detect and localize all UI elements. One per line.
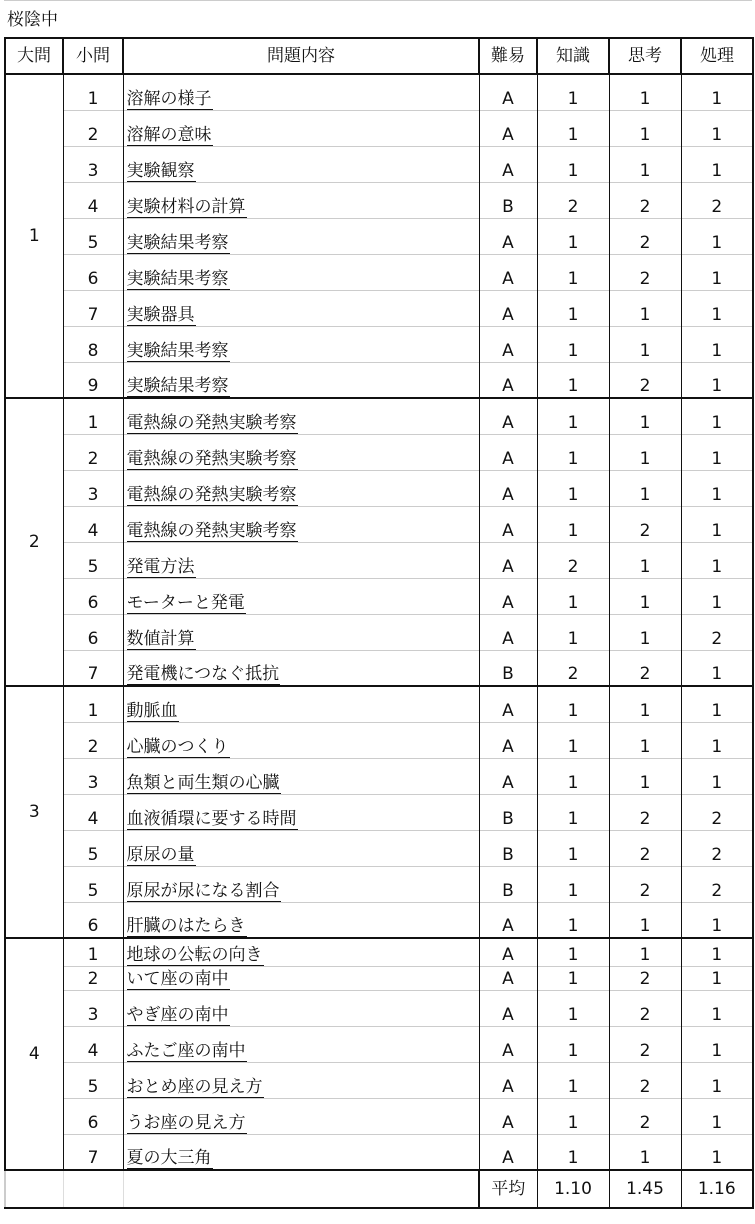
difficulty-cell: A [479, 902, 537, 938]
difficulty-cell: B [479, 650, 537, 686]
difficulty-cell: A [479, 362, 537, 398]
processing-cell: 1 [681, 1026, 753, 1062]
content-text: 発電方法 [126, 556, 195, 577]
content-cell [123, 182, 479, 218]
content-cell [123, 146, 479, 182]
shomon-cell: 4 [63, 182, 123, 218]
thinking-cell: 1 [609, 722, 681, 758]
question-analysis-table [4, 3, 754, 1209]
knowledge-cell: 1 [537, 614, 609, 650]
header-row [5, 38, 753, 74]
knowledge-cell: 1 [537, 722, 609, 758]
content-text: 実験結果考察 [126, 376, 229, 396]
thinking-cell: 2 [609, 990, 681, 1026]
thinking-cell: 1 [609, 326, 681, 362]
processing-cell: 1 [681, 650, 753, 686]
knowledge-cell: 1 [537, 1098, 609, 1134]
table-row [5, 398, 753, 434]
table-row [5, 506, 753, 542]
content-cell [123, 758, 479, 794]
processing-cell: 1 [681, 290, 753, 326]
shomon-cell: 4 [63, 794, 123, 830]
content-text: 肝臓のはたらき [126, 916, 246, 936]
table-row [5, 722, 753, 758]
thinking-cell: 1 [609, 938, 681, 966]
knowledge-cell: 1 [537, 146, 609, 182]
processing-cell: 1 [681, 722, 753, 758]
difficulty-cell: A [479, 686, 537, 722]
shomon-cell: 5 [63, 866, 123, 902]
content-cell [123, 990, 479, 1026]
table-row [5, 362, 753, 398]
processing-cell: 2 [681, 182, 753, 218]
shomon-cell: 1 [63, 398, 123, 434]
content-text: モーターと発電 [126, 592, 245, 613]
content-cell [123, 614, 479, 650]
table-row [5, 470, 753, 506]
header-thinking: 思考 [609, 38, 681, 74]
knowledge-cell: 1 [537, 966, 609, 990]
content-text: 地球の公転の向き [126, 944, 263, 965]
knowledge-cell: 1 [537, 830, 609, 866]
difficulty-cell: A [479, 614, 537, 650]
table-row [5, 578, 753, 614]
table-row [5, 182, 753, 218]
content-text: 実験器具 [126, 304, 195, 325]
content-text: ふたご座の南中 [126, 1040, 246, 1061]
content-cell [123, 290, 479, 326]
table-row [5, 866, 753, 902]
processing-cell: 1 [681, 74, 753, 110]
content-text: 溶解の様子 [126, 88, 212, 109]
thinking-cell: 2 [609, 506, 681, 542]
content-text: 動脈血 [126, 700, 178, 721]
processing-cell: 1 [681, 326, 753, 362]
knowledge-cell: 1 [537, 1134, 609, 1170]
table-row [5, 290, 753, 326]
processing-cell: 1 [681, 434, 753, 470]
shomon-cell: 3 [63, 146, 123, 182]
table-row [5, 254, 753, 290]
table-row [5, 74, 753, 110]
content-cell [123, 74, 479, 110]
table-row [5, 1098, 753, 1134]
knowledge-cell: 1 [537, 326, 609, 362]
thinking-cell: 2 [609, 830, 681, 866]
knowledge-cell: 1 [537, 1026, 609, 1062]
sheet-title: 桜陰中 [5, 3, 753, 38]
knowledge-cell: 1 [537, 758, 609, 794]
content-text: 心臓のつくり [126, 736, 229, 757]
table-row [5, 686, 753, 722]
content-cell [123, 1062, 479, 1098]
knowledge-cell: 1 [537, 938, 609, 966]
content-cell [123, 650, 479, 686]
difficulty-cell: A [479, 966, 537, 990]
difficulty-cell: A [479, 470, 537, 506]
header-knowledge: 知識 [537, 38, 609, 74]
difficulty-cell: A [479, 146, 537, 182]
daimon-cell: 1 [5, 74, 63, 398]
difficulty-cell: B [479, 794, 537, 830]
processing-cell: 1 [681, 686, 753, 722]
header-processing: 処理 [681, 38, 753, 74]
shomon-cell: 5 [63, 830, 123, 866]
content-text: うお座の見え方 [126, 1112, 246, 1133]
shomon-cell: 6 [63, 902, 123, 938]
processing-cell: 1 [681, 1098, 753, 1134]
processing-cell: 1 [681, 1062, 753, 1098]
shomon-cell: 6 [63, 614, 123, 650]
content-cell [123, 110, 479, 146]
shomon-cell: 1 [63, 938, 123, 966]
thinking-cell: 1 [609, 1134, 681, 1170]
shomon-cell: 2 [63, 722, 123, 758]
difficulty-cell: A [479, 506, 537, 542]
shomon-cell: 7 [63, 1134, 123, 1170]
thinking-cell: 2 [609, 254, 681, 290]
table-row [5, 990, 753, 1026]
knowledge-cell: 1 [537, 578, 609, 614]
difficulty-cell: A [479, 218, 537, 254]
empty-cell [123, 1170, 479, 1208]
average-row [5, 1170, 753, 1208]
thinking-cell: 1 [609, 542, 681, 578]
processing-cell: 1 [681, 578, 753, 614]
difficulty-cell: A [479, 1098, 537, 1134]
content-text: 実験結果考察 [126, 232, 229, 253]
daimon-cell: 4 [5, 938, 63, 1170]
knowledge-cell: 1 [537, 794, 609, 830]
daimon-cell: 2 [5, 398, 63, 686]
thinking-cell: 1 [609, 758, 681, 794]
content-cell [123, 578, 479, 614]
thinking-cell: 1 [609, 74, 681, 110]
table-row [5, 650, 753, 686]
content-cell [123, 1026, 479, 1062]
difficulty-cell: A [479, 1026, 537, 1062]
content-cell [123, 362, 479, 398]
knowledge-cell: 1 [537, 74, 609, 110]
knowledge-cell: 1 [537, 866, 609, 902]
thinking-cell: 1 [609, 614, 681, 650]
processing-cell: 1 [681, 362, 753, 398]
knowledge-cell: 1 [537, 290, 609, 326]
shomon-cell: 3 [63, 758, 123, 794]
content-text: 原尿の量 [126, 844, 195, 865]
table-row [5, 110, 753, 146]
content-cell [123, 470, 479, 506]
empty-cell [5, 1170, 63, 1208]
content-cell [123, 866, 479, 902]
content-cell [123, 398, 479, 434]
table-row [5, 542, 753, 578]
table-row [5, 1026, 753, 1062]
content-text: 血液循環に要する時間 [126, 808, 297, 829]
table-row [5, 966, 753, 990]
thinking-cell: 1 [609, 578, 681, 614]
shomon-cell: 6 [63, 1098, 123, 1134]
processing-cell: 1 [681, 470, 753, 506]
content-text: 実験結果考察 [126, 268, 229, 289]
shomon-cell: 8 [63, 326, 123, 362]
header-content: 問題内容 [123, 38, 479, 74]
difficulty-cell: A [479, 578, 537, 614]
knowledge-cell: 1 [537, 1062, 609, 1098]
content-text: 溶解の意味 [126, 124, 212, 145]
content-text: 電熱線の発熱実験考察 [126, 520, 297, 541]
thinking-cell: 2 [609, 182, 681, 218]
thinking-cell: 2 [609, 362, 681, 398]
difficulty-cell: A [479, 254, 537, 290]
processing-cell: 1 [681, 1134, 753, 1170]
content-cell [123, 254, 479, 290]
difficulty-cell: A [479, 1134, 537, 1170]
knowledge-cell: 1 [537, 902, 609, 938]
content-cell [123, 542, 479, 578]
shomon-cell: 3 [63, 990, 123, 1026]
knowledge-cell: 1 [537, 398, 609, 434]
thinking-cell: 2 [609, 1098, 681, 1134]
content-cell [123, 722, 479, 758]
processing-cell: 1 [681, 398, 753, 434]
difficulty-cell: A [479, 434, 537, 470]
content-text: いて座の南中 [126, 968, 229, 989]
shomon-cell: 6 [63, 578, 123, 614]
average-knowledge: 1.10 [537, 1170, 609, 1208]
table-row [5, 218, 753, 254]
table-row [5, 830, 753, 866]
knowledge-cell: 2 [537, 182, 609, 218]
thinking-cell: 1 [609, 902, 681, 938]
knowledge-cell: 1 [537, 110, 609, 146]
content-cell [123, 686, 479, 722]
knowledge-cell: 1 [537, 254, 609, 290]
thinking-cell: 1 [609, 398, 681, 434]
table-row [5, 1134, 753, 1170]
table-row [5, 902, 753, 938]
content-text: 実験材料の計算 [126, 196, 246, 217]
content-text: 夏の大三角 [126, 1148, 212, 1168]
knowledge-cell: 2 [537, 542, 609, 578]
knowledge-cell: 1 [537, 362, 609, 398]
thinking-cell: 1 [609, 146, 681, 182]
content-text: 数値計算 [126, 628, 195, 649]
thinking-cell: 1 [609, 290, 681, 326]
processing-cell: 1 [681, 506, 753, 542]
shomon-cell: 4 [63, 1026, 123, 1062]
processing-cell: 1 [681, 990, 753, 1026]
content-text: おとめ座の見え方 [126, 1076, 263, 1097]
content-text: 発電機につなぐ抵抗 [126, 664, 280, 684]
thinking-cell: 1 [609, 686, 681, 722]
processing-cell: 1 [681, 254, 753, 290]
processing-cell: 2 [681, 614, 753, 650]
knowledge-cell: 2 [537, 650, 609, 686]
processing-cell: 2 [681, 830, 753, 866]
table-row [5, 794, 753, 830]
content-cell [123, 1134, 479, 1170]
thinking-cell: 2 [609, 966, 681, 990]
daimon-cell: 3 [5, 686, 63, 938]
shomon-cell: 2 [63, 434, 123, 470]
table-row [5, 758, 753, 794]
average-label: 平均 [479, 1170, 537, 1208]
difficulty-cell: A [479, 110, 537, 146]
knowledge-cell: 1 [537, 434, 609, 470]
difficulty-cell: B [479, 182, 537, 218]
thinking-cell: 2 [609, 794, 681, 830]
difficulty-cell: A [479, 398, 537, 434]
average-thinking: 1.45 [609, 1170, 681, 1208]
difficulty-cell: A [479, 938, 537, 966]
content-text: 電熱線の発熱実験考察 [126, 484, 297, 505]
content-text: 魚類と両生類の心臓 [126, 772, 280, 793]
header-shomon: 小問 [63, 38, 123, 74]
shomon-cell: 4 [63, 506, 123, 542]
difficulty-cell: A [479, 1062, 537, 1098]
shomon-cell: 5 [63, 1062, 123, 1098]
content-text: やぎ座の南中 [126, 1004, 229, 1025]
empty-cell [63, 1170, 123, 1208]
header-daimon: 大問 [5, 38, 63, 74]
header-difficulty: 難易 [479, 38, 537, 74]
thinking-cell: 2 [609, 1026, 681, 1062]
table-row [5, 614, 753, 650]
knowledge-cell: 1 [537, 990, 609, 1026]
difficulty-cell: A [479, 758, 537, 794]
table-row [5, 434, 753, 470]
content-cell [123, 938, 479, 966]
processing-cell: 1 [681, 758, 753, 794]
difficulty-cell: A [479, 74, 537, 110]
difficulty-cell: A [479, 542, 537, 578]
content-text: 電熱線の発熱実験考察 [126, 448, 297, 469]
processing-cell: 1 [681, 542, 753, 578]
shomon-cell: 5 [63, 218, 123, 254]
content-cell [123, 434, 479, 470]
processing-cell: 1 [681, 966, 753, 990]
difficulty-cell: A [479, 290, 537, 326]
difficulty-cell: B [479, 866, 537, 902]
shomon-cell: 1 [63, 686, 123, 722]
shomon-cell: 3 [63, 470, 123, 506]
thinking-cell: 2 [609, 1062, 681, 1098]
thinking-cell: 1 [609, 110, 681, 146]
processing-cell: 1 [681, 110, 753, 146]
processing-cell: 1 [681, 146, 753, 182]
content-cell [123, 506, 479, 542]
processing-cell: 2 [681, 866, 753, 902]
difficulty-cell: A [479, 990, 537, 1026]
content-cell [123, 902, 479, 938]
content-cell [123, 830, 479, 866]
content-text: 原尿が尿になる割合 [126, 880, 280, 901]
shomon-cell: 2 [63, 110, 123, 146]
content-cell [123, 1098, 479, 1134]
difficulty-cell: A [479, 722, 537, 758]
difficulty-cell: B [479, 830, 537, 866]
table-row [5, 938, 753, 966]
table-row [5, 146, 753, 182]
knowledge-cell: 1 [537, 686, 609, 722]
content-cell [123, 326, 479, 362]
thinking-cell: 2 [609, 650, 681, 686]
average-processing: 1.16 [681, 1170, 753, 1208]
content-cell [123, 218, 479, 254]
thinking-cell: 1 [609, 434, 681, 470]
shomon-cell: 2 [63, 966, 123, 990]
content-cell [123, 966, 479, 990]
shomon-cell: 7 [63, 290, 123, 326]
processing-cell: 1 [681, 938, 753, 966]
shomon-cell: 9 [63, 362, 123, 398]
spreadsheet [4, 3, 754, 1209]
knowledge-cell: 1 [537, 506, 609, 542]
content-text: 実験結果考察 [126, 340, 229, 361]
thinking-cell: 2 [609, 218, 681, 254]
knowledge-cell: 1 [537, 470, 609, 506]
thinking-cell: 1 [609, 470, 681, 506]
processing-cell: 1 [681, 218, 753, 254]
processing-cell: 1 [681, 902, 753, 938]
shomon-cell: 6 [63, 254, 123, 290]
shomon-cell: 5 [63, 542, 123, 578]
processing-cell: 2 [681, 794, 753, 830]
thinking-cell: 2 [609, 866, 681, 902]
table-row [5, 326, 753, 362]
content-text: 実験観察 [126, 160, 195, 181]
shomon-cell: 1 [63, 74, 123, 110]
knowledge-cell: 1 [537, 218, 609, 254]
table-row [5, 1062, 753, 1098]
content-cell [123, 794, 479, 830]
difficulty-cell: A [479, 326, 537, 362]
shomon-cell: 7 [63, 650, 123, 686]
content-text: 電熱線の発熱実験考察 [126, 412, 297, 433]
